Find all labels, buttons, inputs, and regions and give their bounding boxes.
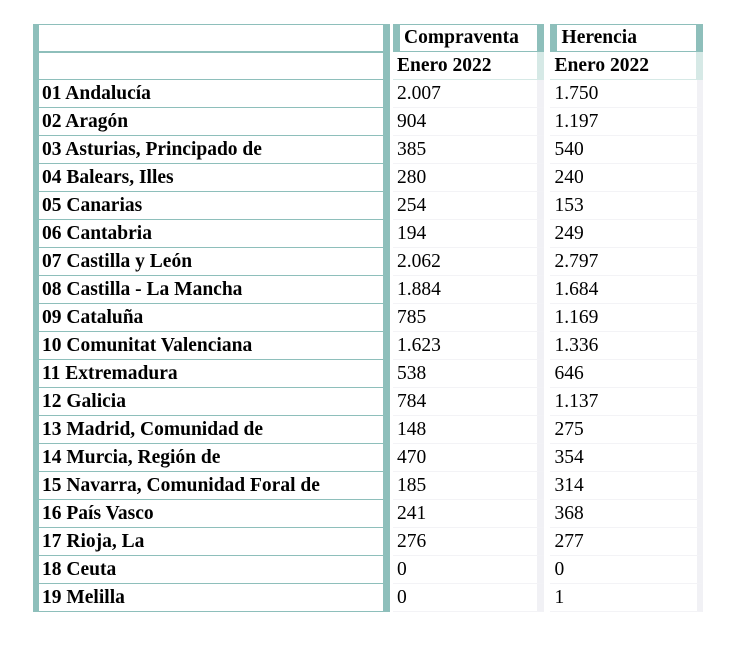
table-row <box>33 304 703 332</box>
region-cell: 15 Navarra, Comunidad Foral de <box>33 472 383 500</box>
header-row-1 <box>33 24 703 52</box>
column-separator <box>383 164 393 192</box>
herencia-cell: 1 <box>550 584 703 612</box>
region-cell: 07 Castilla y León <box>33 248 383 276</box>
table-row <box>33 556 703 584</box>
header-herencia-period: Enero 2022 <box>550 52 703 80</box>
compraventa-cell: 0 <box>393 584 544 612</box>
compraventa-cell: 276 <box>393 528 544 556</box>
region-cell: 06 Cantabria <box>33 220 383 248</box>
column-separator <box>383 416 393 444</box>
region-cell: 09 Cataluña <box>33 304 383 332</box>
compraventa-cell: 785 <box>393 304 544 332</box>
compraventa-cell: 2.062 <box>393 248 544 276</box>
compraventa-cell: 0 <box>393 556 544 584</box>
column-separator <box>383 136 393 164</box>
region-cell: 11 Extremadura <box>33 360 383 388</box>
column-separator <box>383 556 393 584</box>
herencia-cell: 1.197 <box>550 108 703 136</box>
column-separator <box>383 444 393 472</box>
table-row <box>33 360 703 388</box>
herencia-cell: 2.797 <box>550 248 703 276</box>
compraventa-cell: 254 <box>393 192 544 220</box>
region-cell: 16 País Vasco <box>33 500 383 528</box>
table-body <box>33 24 703 612</box>
table-row <box>33 472 703 500</box>
table-row <box>33 416 703 444</box>
region-cell: 12 Galicia <box>33 388 383 416</box>
region-cell: 10 Comunitat Valenciana <box>33 332 383 360</box>
header-corner-cell <box>33 24 383 52</box>
herencia-cell: 1.137 <box>550 388 703 416</box>
compraventa-cell: 904 <box>393 108 544 136</box>
compraventa-cell: 241 <box>393 500 544 528</box>
compraventa-cell: 784 <box>393 388 544 416</box>
data-table <box>33 24 703 612</box>
compraventa-cell: 470 <box>393 444 544 472</box>
region-cell: 19 Melilla <box>33 584 383 612</box>
table-row <box>33 444 703 472</box>
herencia-cell: 277 <box>550 528 703 556</box>
header-compraventa: Compraventa <box>393 24 544 52</box>
table-row <box>33 248 703 276</box>
region-cell: 14 Murcia, Región de <box>33 444 383 472</box>
herencia-cell: 314 <box>550 472 703 500</box>
region-cell: 03 Asturias, Principado de <box>33 136 383 164</box>
region-cell: 02 Aragón <box>33 108 383 136</box>
column-separator <box>383 388 393 416</box>
column-separator <box>383 80 393 108</box>
compraventa-cell: 2.007 <box>393 80 544 108</box>
compraventa-cell: 1.884 <box>393 276 544 304</box>
table-row <box>33 584 703 612</box>
compraventa-cell: 280 <box>393 164 544 192</box>
herencia-cell: 540 <box>550 136 703 164</box>
herencia-cell: 1.750 <box>550 80 703 108</box>
herencia-cell: 1.169 <box>550 304 703 332</box>
table-row <box>33 500 703 528</box>
column-separator <box>383 108 393 136</box>
column-separator <box>383 332 393 360</box>
region-cell: 04 Balears, Illes <box>33 164 383 192</box>
header-herencia: Herencia <box>550 24 703 52</box>
header-row-2 <box>33 52 703 80</box>
column-separator <box>383 472 393 500</box>
compraventa-cell: 538 <box>393 360 544 388</box>
table-row <box>33 136 703 164</box>
herencia-cell: 240 <box>550 164 703 192</box>
column-separator <box>383 276 393 304</box>
column-separator <box>383 52 393 80</box>
compraventa-cell: 194 <box>393 220 544 248</box>
table-row <box>33 220 703 248</box>
column-separator <box>383 528 393 556</box>
table-row <box>33 108 703 136</box>
column-separator <box>383 192 393 220</box>
herencia-cell: 275 <box>550 416 703 444</box>
column-separator <box>383 584 393 612</box>
region-cell: 17 Rioja, La <box>33 528 383 556</box>
region-cell: 18 Ceuta <box>33 556 383 584</box>
column-separator <box>383 500 393 528</box>
herencia-cell: 249 <box>550 220 703 248</box>
table-row <box>33 192 703 220</box>
compraventa-cell: 1.623 <box>393 332 544 360</box>
herencia-cell: 368 <box>550 500 703 528</box>
herencia-cell: 1.684 <box>550 276 703 304</box>
header-compraventa-period: Enero 2022 <box>393 52 544 80</box>
region-cell: 13 Madrid, Comunidad de <box>33 416 383 444</box>
column-separator <box>383 24 393 52</box>
herencia-cell: 0 <box>550 556 703 584</box>
column-separator <box>383 304 393 332</box>
region-cell: 05 Canarias <box>33 192 383 220</box>
herencia-cell: 646 <box>550 360 703 388</box>
table-row <box>33 332 703 360</box>
table-row <box>33 388 703 416</box>
table-row <box>33 164 703 192</box>
column-separator <box>383 220 393 248</box>
column-separator <box>383 248 393 276</box>
column-separator <box>383 360 393 388</box>
table-row <box>33 80 703 108</box>
table-row <box>33 528 703 556</box>
herencia-cell: 1.336 <box>550 332 703 360</box>
compraventa-cell: 185 <box>393 472 544 500</box>
herencia-cell: 153 <box>550 192 703 220</box>
header-corner-cell-2 <box>33 52 383 80</box>
region-cell: 01 Andalucía <box>33 80 383 108</box>
compraventa-cell: 385 <box>393 136 544 164</box>
table-row <box>33 276 703 304</box>
region-cell: 08 Castilla - La Mancha <box>33 276 383 304</box>
herencia-cell: 354 <box>550 444 703 472</box>
compraventa-cell: 148 <box>393 416 544 444</box>
